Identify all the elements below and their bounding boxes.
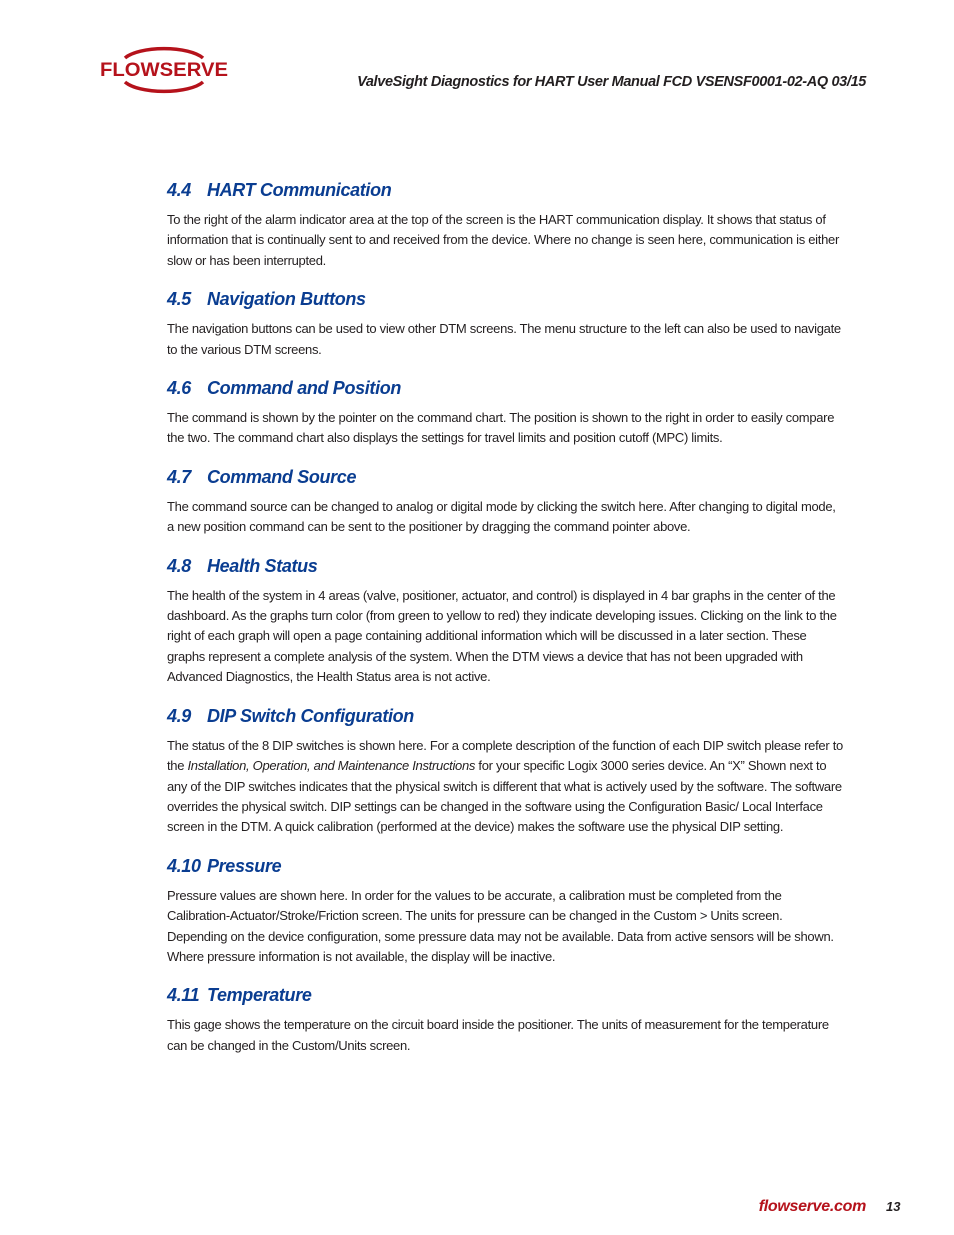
section-heading [167,704,843,728]
section-number: 4.5 [167,289,191,310]
section-temperature [167,983,843,1056]
section-title: Command Source [207,466,357,487]
section-title: Command and Position [207,378,402,399]
section-body: To the right of the alarm indicator area at the top of the screen is the HART communication display. It shows that status of information that is continually sent to and received from the device. Where no change is seen here, communication is either slow or has been interrupted. [167,212,839,268]
flowserve-logo [97,46,231,98]
page-number: 13 [886,1199,901,1214]
section-body: Pressure values are shown here. In order for the values to be accurate, a calibration must be completed from the Calibration-Actuator/Stroke/Friction screen. The units for pressure can be changed in the Custom > Units screen. Depending on the device configuration, some pressure data may not be available. Data from active sensors will be shown. Where pressure information is not available, the display will be inactive. [167,887,834,964]
section-body: The navigation buttons can be used to view other DTM screens. The menu structure to the left can also be used to navigate to the various DTM screens. [167,321,841,357]
section-body: The health of the system in 4 areas (valve, positioner, actuator, and control) is displayed in 4 bar graphs in the center of the dashboard. As the graphs turn color (from green to yellow to red) they indicate developing issues. Clicking on the link to the right of each graph will open a page containing additional information which will be discussed in a later section. These graphs represent a complete analysis of the system. When the DTM views a device that has not been upgraded with Advanced Diagnostics, the Health Status area is not active. [167,587,837,685]
section-dip-switch-configuration [167,704,843,838]
section-heading [167,554,843,578]
body-text: for your specific Logix 3000 series device. An “X” Shown next to any of the DIP switches indicates that the physical switch is different that what is actively used by the software. The software overrides the physical switch. DIP settings can be changed in the software using the Configuration Basic/ Local Interface screen in the DTM. A quick calibration (performed at the device) makes the software use the physical DIP setting. [167,758,842,835]
section-title: Health Status [207,555,318,576]
section-health-status [167,554,843,688]
section-title: DIP Switch Configuration [207,705,414,726]
section-number: 4.4 [167,180,191,200]
section-body: The command is shown by the pointer on the command chart. The position is shown to the right in order to easily compare the two. The command chart also displays the settings for travel limits and position cutoff (MPC) limits. [167,410,835,446]
section-body [167,736,843,838]
website-link[interactable]: flowserve.com [758,1198,866,1215]
section-title: HART Communication [207,180,392,200]
logo-text: FLOWSERVE [100,60,228,81]
section-number: 4.9 [167,705,191,726]
section-navigation-buttons [167,287,843,360]
section-pressure [167,854,843,968]
section-number: 4.10 [167,855,201,876]
section-title: Navigation Buttons [207,289,366,310]
document-title: ValveSight Diagnostics for HART User Manual FCD VSENSF0001-02-AQ 03/15 [357,74,866,90]
section-number: 4.6 [167,378,191,399]
section-command-source [167,465,843,538]
section-body: This gage shows the temperature on the circuit board inside the positioner. The units of measurement for the temperature can be changed in the Custom/Units screen. [167,1017,829,1053]
section-number: 4.7 [167,466,191,487]
section-heading [167,376,843,400]
manual-title-reference: Installation, Operation, and Maintenance Instructions [187,758,476,774]
section-heading [167,983,843,1007]
section-heading [167,287,843,311]
section-number: 4.8 [167,555,191,576]
section-body: The command source can be changed to analog or digital mode by clicking the switch here. After changing to digital mode, a new position command can be sent to the positioner by dragging the command pointer above. [167,498,836,535]
section-title: Pressure [207,855,282,876]
section-heading [167,854,843,878]
section-heading [167,178,843,202]
section-number: 4.11 [167,985,200,1006]
section-command-and-position [167,376,843,449]
main-content [167,178,843,1072]
body-text: The status of the 8 DIP switches is shown here. For a complete description of the function of each DIP switch please refer to the [167,737,843,774]
section-hart-communication [167,178,843,271]
section-heading [167,465,843,489]
section-title: Temperature [207,985,312,1006]
